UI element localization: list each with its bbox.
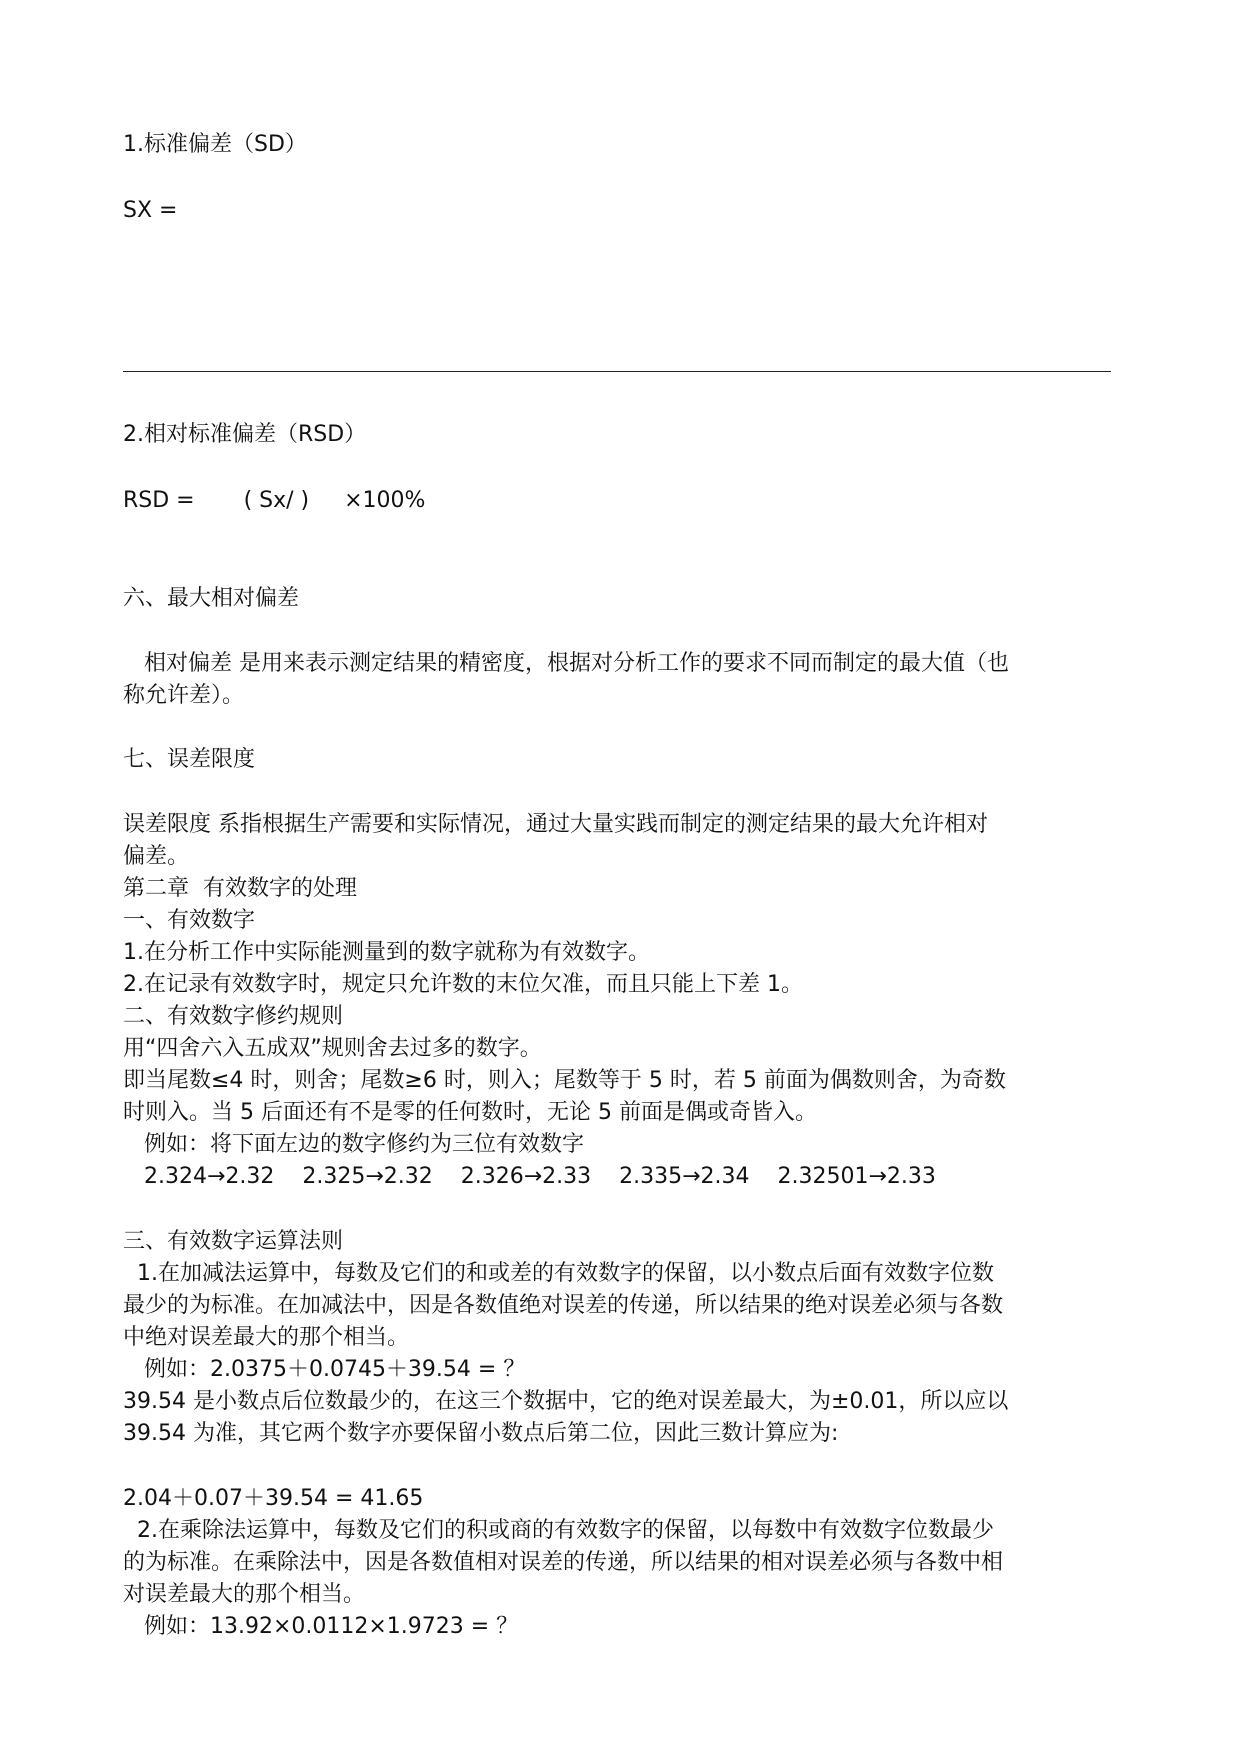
add-explain-line2: 39.54 为准，其它两个数字亦要保留小数点后第二位，因此三数计算应为: bbox=[123, 1421, 839, 1446]
add-rule-line2: 最少的为标准。在加减法中，因是各数值绝对误差的传递，所以结果的绝对误差必须与各数 bbox=[123, 1293, 1004, 1318]
add-result: 2.04＋0.07＋39.54 = 41.65 bbox=[123, 1486, 424, 1511]
add-rule-line3: 中绝对误差最大的那个相当。 bbox=[123, 1325, 410, 1350]
mul-rule-line3: 对误差最大的那个相当。 bbox=[123, 1582, 366, 1607]
add-example: 例如：2.0375＋0.0745＋39.54 = ？ bbox=[123, 1357, 526, 1382]
add-explain-line1: 39.54 是小数点后位数最少的，在这三个数据中，它的绝对误差最大，为±0.01，所以应以 bbox=[123, 1389, 1009, 1414]
max-dev-para-line1: 相对偏差 是用来表示测定结果的精密度，根据对分析工作的要求不同而制定的最大值（也 bbox=[123, 651, 1009, 676]
round-heading: 二、有效数字修约规则 bbox=[123, 1004, 344, 1029]
round-example-label: 例如：将下面左边的数字修约为三位有效数字 bbox=[123, 1132, 584, 1157]
chapter-heading: 第二章 有效数字的处理 bbox=[123, 876, 357, 901]
round-detail-line2: 时则入。当 5 后面还有不是零的任何数时，无论 5 前面是偶或奇皆入。 bbox=[123, 1100, 817, 1125]
error-limit-para-line2: 偏差。 bbox=[123, 844, 190, 869]
rsd-heading: 2.相对标准偏差（RSD） bbox=[123, 422, 367, 447]
sig-heading: 一、有效数字 bbox=[123, 908, 256, 933]
round-detail-line1: 即当尾数≤4 时，则舍；尾数≥6 时，则入；尾数等于 5 时，若 5 前面为偶数则舍，为奇数 bbox=[123, 1068, 1006, 1093]
sig-item-2: 2.在记录有效数字时，规定只允许数的末位欠准，而且只能上下差 1。 bbox=[123, 972, 803, 997]
ops-heading: 三、有效数字运算法则 bbox=[123, 1229, 344, 1254]
round-examples: 2.324→2.32 2.325→2.32 2.326→2.33 2.335→2.34 2.32501→2.33 bbox=[123, 1164, 936, 1189]
sig-item-1: 1.在分析工作中实际能测量到的数字就称为有效数字。 bbox=[123, 940, 650, 965]
mul-example: 例如：13.92×0.0112×1.9723 = ？ bbox=[123, 1614, 519, 1639]
sd-heading: 1.标准偏差（SD） bbox=[123, 132, 307, 157]
max-dev-heading: 六、最大相对偏差 bbox=[123, 586, 300, 611]
sx-formula: SX = bbox=[123, 198, 178, 223]
error-limit-para-line1: 误差限度 系指根据生产需要和实际情况，通过大量实践而制定的测定结果的最大允许相对 bbox=[123, 812, 988, 837]
round-rule: 用“四舍六入五成双”规则舍去过多的数字。 bbox=[123, 1036, 542, 1061]
mul-rule-line2: 的为标准。在乘除法中，因是各数值相对误差的传递，所以结果的相对误差必须与各数中相 bbox=[123, 1550, 1004, 1575]
divider-line bbox=[123, 371, 1111, 372]
add-rule-line1: 1.在加减法运算中，每数及它们的和或差的有效数字的保留，以小数点后面有效数字位数 bbox=[123, 1261, 994, 1286]
mul-rule-line1: 2.在乘除法运算中，每数及它们的积或商的有效数字的保留，以每数中有效数字位数最少 bbox=[123, 1518, 994, 1543]
max-dev-para-line2: 称允许差）。 bbox=[123, 683, 245, 708]
rsd-formula: RSD = ( Sx/ ) ×100% bbox=[123, 488, 426, 513]
error-limit-heading: 七、误差限度 bbox=[123, 747, 256, 772]
